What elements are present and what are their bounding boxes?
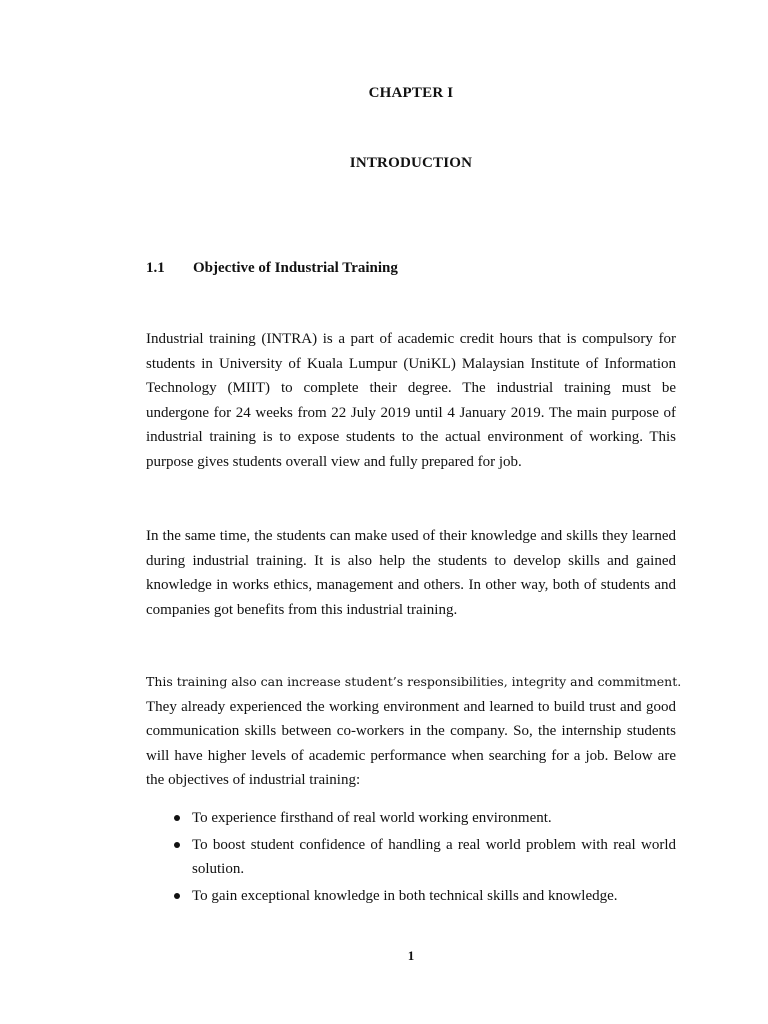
section-heading bbox=[146, 260, 398, 277]
objectives-list bbox=[146, 806, 676, 910]
paragraph-line: industrial training is to expose students to the actual environment of working. This bbox=[146, 429, 676, 445]
paragraph-line: during industrial training. It is also help the students to develop skills and gained bbox=[146, 552, 676, 569]
paragraph-line: They already experienced the working environment and learned to build trust and good bbox=[146, 698, 676, 715]
paragraph-line: companies got benefits from this industrial training. bbox=[146, 601, 458, 618]
paragraph-line: will have higher levels of academic performance when searching for a job. Below are bbox=[146, 747, 676, 764]
section-number: 1.1 bbox=[146, 260, 165, 276]
paragraph-line: the objectives of industrial training: bbox=[146, 772, 361, 788]
chapter-label: CHAPTER I bbox=[368, 85, 454, 101]
chapter-title: INTRODUCTION bbox=[349, 155, 473, 171]
bullet-icon bbox=[174, 815, 180, 821]
paragraph-line: In the same time, the students can make used of their knowledge and skills they learned bbox=[146, 528, 676, 544]
paragraph-line: communication skills between co-workers in the company. So, the internship students bbox=[146, 723, 676, 739]
list-item bbox=[146, 884, 676, 909]
paragraph-line: Technology (MIIT) to complete their degree. The industrial training must be bbox=[146, 380, 676, 396]
list-item-text: To experience firsthand of real world working environment. bbox=[192, 810, 552, 826]
paragraph-benefits bbox=[146, 524, 676, 622]
list-item-text: To gain exceptional knowledge in both technical skills and knowledge. bbox=[192, 887, 618, 904]
paragraph-line: Industrial training (INTRA) is a part of academic credit hours that is compulsory for bbox=[146, 331, 676, 347]
bullet-icon bbox=[174, 842, 180, 848]
paragraph-line: undergone for 24 weeks from 22 July 2019 until 4 January 2019. The main purpose of bbox=[146, 404, 676, 421]
paragraph-line: knowledge in works ethics, management and others. In other way, both of students and bbox=[146, 577, 676, 593]
paragraph-responsibilities bbox=[146, 670, 682, 793]
paragraph-intro bbox=[146, 327, 676, 474]
list-item-text: To boost student confidence of handling a real world problem with real world bbox=[192, 836, 676, 853]
page-number: 1 bbox=[407, 948, 415, 963]
bullet-icon bbox=[174, 893, 180, 899]
list-item-text: solution. bbox=[192, 861, 245, 877]
list-item bbox=[146, 806, 676, 831]
paragraph-line: purpose gives students overall view and fully prepared for job. bbox=[146, 453, 522, 470]
section-title: Objective of Industrial Training bbox=[193, 260, 398, 276]
paragraph-line: students in University of Kuala Lumpur (UniKL) Malaysian Institute of Information bbox=[146, 355, 676, 372]
paragraph-line: This training also can increase student’s responsibilities, integrity and commitment. bbox=[146, 674, 682, 689]
list-item bbox=[146, 833, 676, 882]
